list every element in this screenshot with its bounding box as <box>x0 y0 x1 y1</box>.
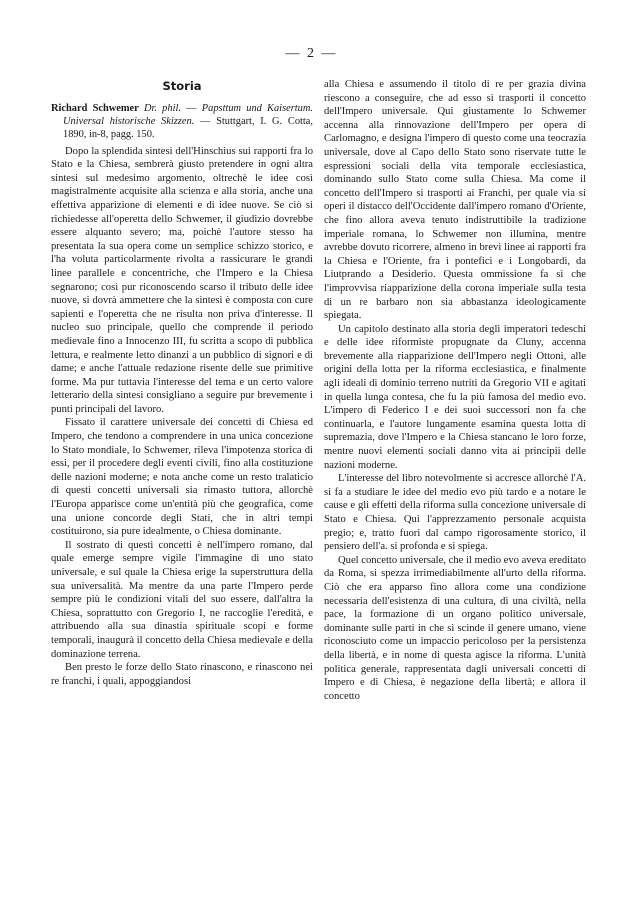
left-paragraph-4: Ben presto le forze dello Stato rinascono, e rinascono nei re franchi, i quali, appoggiandosi <box>51 662 313 687</box>
right-paragraph-2: Un capitolo destinato alla storia degli imperatori tedeschi e delle idee riformiste propugnate da Cluny, accenna brevemente alla riapparizione dell'Impero negli Ottoni, alle origini della lotta per la riforma ecclesiastica, e finalmente agli ideali di dominio terreno nutriti da Gregorio VII e agitati in quella lunga contesa, che fu la più famosa del medio evo. L'impero di Federico I e dei suoi successori non fa che continuarla, e l'autore lungamente esamina questa lotta di supremazia, dove l'Impero e la Chiesa stancano le loro forze, mentre nuovi elementi sociali danno vita ai principii delle nazioni moderne. <box>324 323 586 471</box>
right-paragraph-3: L'interesse del libro notevolmente si accresce allorchè l'A. si fa a studiare le idee del medio evo più tardo e a notare le cause e gli effetti della riforma sulla concezione universale di Stato e Chiesa. Qui l'apprezzamento personale acquista pregio; e, tratto fuori dal campo rigorosamente storico, il pensiero dell'a. si profonda e si spiega. <box>324 473 586 553</box>
review-header <box>51 102 313 141</box>
left-paragraph-2: Fissato il carattere universale dei concetti di Chiesa ed Impero, che tendono a comprendere in una unica concezione lo Stato mondiale, lo Schwemer, rileva l'impotenza storica di essi, per il procedere degli eventi civili, fino alla costituzione delle nazioni moderne; e nota anche come un resto tralaticio di questi concetti universali sia rimasto tuttora, allorchè l'Europa apparisce come un'entità più che geografica, come una unione concorde degli Stati, che in altri tempi costituirono, sia pure idealmente, o Chiesa dominante. <box>51 417 313 538</box>
review-dash: — <box>186 102 197 114</box>
left-paragraph-1: Dopo la splendida sintesi dell'Hinschius sui rapporti fra lo Stato e la Chiesa, sembrerà giusto pretendere in ogni altra sintesi sul medesimo argomento, oltrechè le idee così magistralmente acquisite alla scienza e alla storia, anche una effettiva apparizione di elementi e di idee nuove. Se ciò si richiedesse all'operetta dello Schwemer, il giudizio dovrebbe essere alquanto severo; ma, poichè l'autore stesso ha presentata la sua opera come un semplice schizzo storico, e l'ha voluta particolarmente rivolta a rassicurare le grandi linee parallele e concentriche, che l'Impero e la Chiesa segnarono; così pur riconoscendo scarso il tributo delle idee nuove, si dovrà ammettere che la sintesi è composta con cure sapienti e l'operetta che ne risulta non priva d'interesse. Il nucleo suo principale, quello che comprende il periodo medievale fino a Innocenzo III, fu scritta a scopo di pubblica lettura, e realmente letto dinanzi a un pubblico di signori e di dame; e anche l'attuale redazione risente delle sue primitive forme. Ma pur tuttavia l'interesse del tema e un certo valore letterario della sintesi consigliano a seguire pur brevemente i punti principali del lavoro. <box>51 145 313 415</box>
right-column <box>324 78 586 703</box>
review-author: Richard Schwemer <box>51 102 139 114</box>
left-column <box>51 78 313 688</box>
review-title: Papsttum und Kaisertum. Universal historische Skizzen. <box>63 102 313 127</box>
right-paragraph-4: Quel concetto universale, che il medio evo aveva ereditato da Roma, si spezza irrimediabilmente all'urto della riforma. Ciò che era apparso fino allora come una condizione necessaria dell'esistenza di una cultura, di una civiltà, nella pace, la formazione di un organo politico universale, dominante sulle parti in che si scinde il genere umano, viene riconosciuto come un impaccio pericoloso per la persistenza della libertà, e in nome di questa agisce la riforma. L'unità politica generale, rappresentata dagli universali concetti di Impero e di Chiesa, è negazione della libertà; e allora il concetto <box>324 554 586 702</box>
review-degree: Dr. phil. <box>143 102 181 114</box>
section-title: Storia <box>162 79 202 93</box>
review-publication: — Stuttgart, I. G. Cotta, 1890, in-8, pagg. 150. <box>63 115 313 140</box>
right-paragraph-1: alla Chiesa e assumendo il titolo di re per grazia divina riescono a conseguire, che ad esso si trasporti il concetto dell'Impero universale. Qui giustamente lo Schwemer accenna alla rinnovazione dell'Impero per opera di Carlomagno, e designa l'impero di questo come una teocrazia universale, dove al Capo dello Stato sono riservate tutte le espressioni sociali della vita temporale ecclesiastica, dominando sullo Stato come sulla Chiesa. Ma come il concetto dell'Impero si trasporti ai Franchi, per quale via si operi il distacco dell'Occidente dall'impero romano d'Oriente, che fino allora aveva tenuto indistruttibile la tradizione imperiale romana, lo Schwemer non illumina, mentre avrebbe dovuto ricorrere, almeno in brevi linee ai rapporti fra la Chiesa e l'Oriente, fra i pontefici e i Longobardi, da Liutprando a Desiderio. Questa ommissione fa sì che l'improvvisa riapparizione della corona imperiale sulla testa di un re barbaro non sia abbastanza ideologicamente spiegata. <box>324 79 586 322</box>
left-paragraph-3: Il sostrato di questi concetti è nell'impero romano, dal quale emerge sempre vigile l'immagine di uno stato universale, e sul quale la Chiesa erige la superstruttura della sua universalità. Ma mentre da una parte l'Impero perde sempre più le condizioni vitali del suo essere, dall'altra la Chiesa, soprattutto con Gregorio I, ne raccoglie l'eredità, e attribuendo alla sua dinastia spirituale scopi e forme temporali, inaugurà il concetto della Chiesa medievale e della dominazione terrena. <box>51 539 313 660</box>
page-number: — 2 — <box>285 46 338 61</box>
